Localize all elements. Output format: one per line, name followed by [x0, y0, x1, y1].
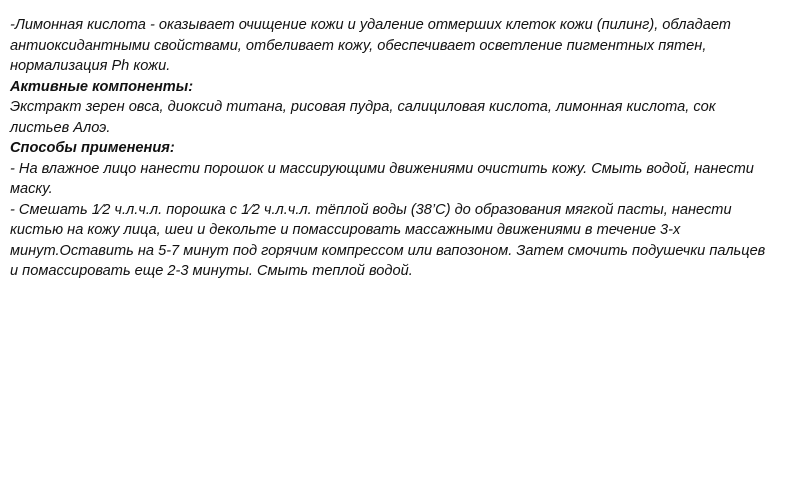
- usage-heading: Способы применения:: [10, 140, 175, 156]
- usage-section: [10, 138, 790, 282]
- active-components-section: [10, 77, 790, 139]
- intro-paragraph: [10, 15, 790, 77]
- intro-line: -Лимонная кислота - оказывает очищение кожи и удаление отмерших клеток кожи (пилинг), обладает: [10, 17, 731, 33]
- active-components-line: Экстракт зерен овса, диоксид титана, рисовая пудра, салициловая кислота, лимонная кислота, сок: [10, 99, 716, 115]
- usage-step-line: - Смешать 1⁄2 ч.л.ч.л. порошка с 1⁄2 ч.л.ч.л. тёплой воды (38’С) до образования мягкой пасты, нанести: [10, 201, 732, 218]
- active-components-line: листьев Алоэ.: [10, 119, 111, 136]
- usage-step-line: кистью на кожу лица, шеи и декольте и помассировать массажными движениями в течение 3-х: [10, 222, 681, 238]
- intro-line: антиоксидантными свойствами, отбеливает кожу, обеспечивает осветление пигментных пятен,: [10, 37, 707, 54]
- usage-step-line: минут.Оставить на 5-7 минут под горячим компрессом или вапозоном. Затем смочить подушечки пальцев: [10, 242, 766, 259]
- usage-step-2: [10, 200, 790, 282]
- intro-line: нормализация Ph кожи.: [10, 58, 171, 74]
- usage-step-1: [10, 159, 790, 200]
- usage-step-line: - На влажное лицо нанести порошок и массирующими движениями очистить кожу. Смыть водой, нанести: [10, 160, 754, 177]
- active-components-heading: Активные компоненты:: [10, 78, 194, 95]
- usage-step-line: маску.: [10, 181, 53, 197]
- usage-step-line: и помассировать еще 2-3 минуты. Смыть теплой водой.: [10, 263, 413, 279]
